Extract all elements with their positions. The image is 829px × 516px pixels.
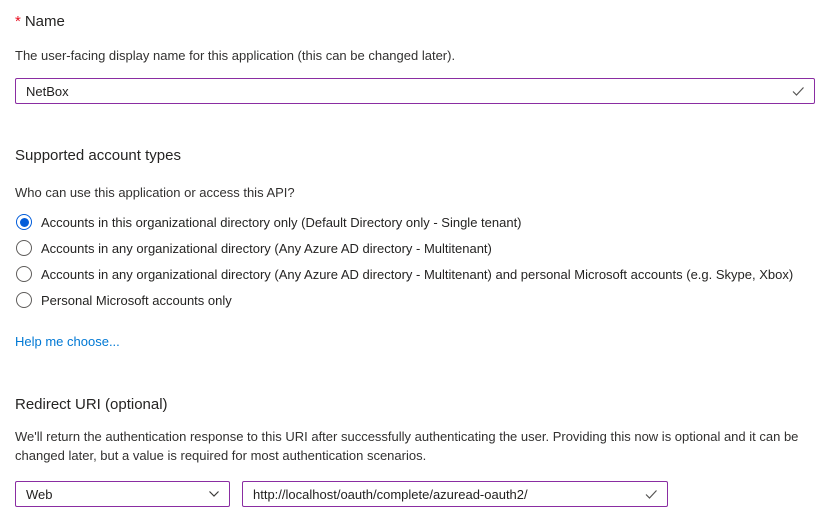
radio-unselected-icon[interactable] [16, 240, 32, 256]
check-icon [790, 83, 806, 99]
account-types-title: Supported account types [15, 147, 181, 164]
account-types-section [15, 146, 814, 351]
redirect-uri-field-wrapper [242, 481, 668, 507]
account-types-question: Who can use this application or access this API? [15, 185, 295, 200]
account-type-option-label: Accounts in any organizational directory (Any Azure AD directory - Multitenant) [41, 240, 492, 256]
account-type-option-label: Accounts in this organizational directory only (Default Directory only - Single tenant) [41, 214, 522, 230]
redirect-uri-section [15, 395, 814, 507]
name-input[interactable] [26, 84, 790, 99]
account-type-option[interactable] [15, 209, 814, 235]
redirect-uri-row [15, 481, 814, 507]
radio-unselected-icon[interactable] [16, 266, 32, 282]
name-field-wrapper [15, 78, 815, 104]
name-section-title [15, 12, 814, 32]
radio-selected-icon[interactable] [16, 214, 32, 230]
name-description: The user-facing display name for this application (this can be changed later). [15, 48, 456, 63]
radio-unselected-icon[interactable] [16, 292, 32, 308]
help-me-choose-link[interactable]: Help me choose... [15, 334, 120, 349]
redirect-uri-input[interactable] [253, 487, 643, 502]
account-type-option[interactable] [15, 235, 814, 261]
platform-select-value: Web [26, 486, 53, 502]
check-icon [643, 486, 659, 502]
name-title-text: Name [24, 13, 65, 30]
redirect-uri-description: We'll return the authentication response to this URI after successfully authenticating the user. Providing this now is optional and it can be changed later, but a value is required for most authentication scenarios. [15, 429, 799, 463]
platform-select[interactable] [15, 481, 230, 507]
required-marker: * [15, 13, 21, 30]
account-type-option-label: Personal Microsoft accounts only [41, 292, 232, 308]
chevron-down-icon [207, 487, 221, 501]
account-type-option[interactable] [15, 287, 814, 313]
account-type-option[interactable] [15, 261, 814, 287]
account-type-option-label: Accounts in any organizational directory (Any Azure AD directory - Multitenant) and personal Microsoft accounts (e.g. Skype, Xbox) [41, 266, 794, 282]
account-type-options [15, 209, 814, 313]
redirect-uri-title: Redirect URI (optional) [15, 396, 168, 413]
name-section [15, 12, 814, 104]
